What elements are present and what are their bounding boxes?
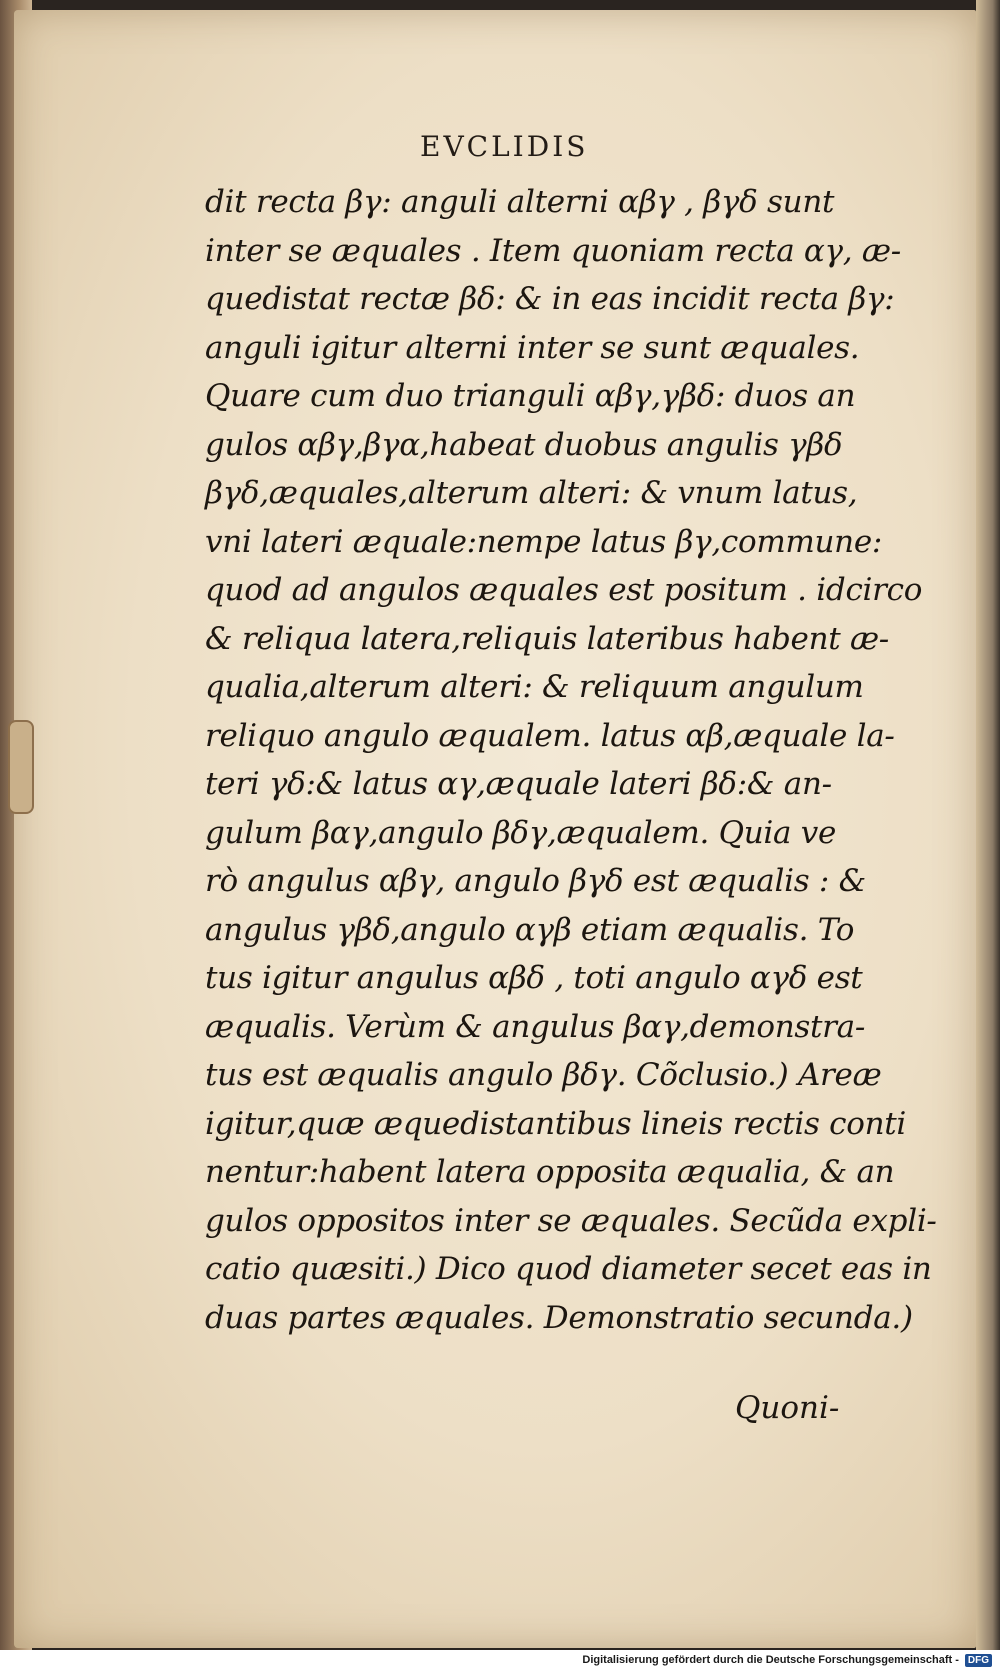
page-tab [8,720,34,814]
text-line: tus igitur angulus αβδ , toti angulo αγδ est [205,960,863,996]
text-line: qualia,alterum alteri: & reliquum angulum [205,669,864,705]
funding-credit: Digitalisierung gefördert durch die Deutsche Forschungsgemeinschaft - [582,1654,959,1666]
text-line: igitur,quæ æquedistantibus lineis rectis conti [205,1105,907,1142]
text-line: catio quæsiti.) Dico quod diameter secet eas in [205,1251,932,1287]
text-line: vni lateri æquale:nempe latus βγ,commune: [205,523,883,560]
text-line: & reliqua latera,reliquis lateribus habent æ- [205,620,889,657]
text-line: tus est æqualis angulo βδγ. Cõclusio.) Areæ [205,1057,882,1093]
text-line: quedistat rectæ βδ: & in eas incidit recta βγ: [205,281,895,317]
text-line: duas partes æquales. Demonstratio secunda.) [205,1299,913,1336]
running-head: EVCLIDIS [420,130,589,163]
body-text [205,178,937,1342]
text-line: nentur:habent latera opposita æqualia, & an [205,1154,895,1190]
text-line: βγδ,æquales,alterum alteri: & vnum latus, [205,475,858,511]
footer-bar [0,1650,1000,1670]
text-line: gulos oppositos inter se æquales. Secũda expli- [205,1202,937,1239]
text-line: æqualis. Verùm & angulus βαγ,demonstra- [205,1008,866,1045]
text-line: anguli igitur alterni inter se sunt æquales. [205,329,860,366]
text-line: gulos αβγ,βγα,habeat duobus angulis γβδ [205,426,843,463]
text-line: rò angulus αβγ, angulo βγδ est æqualis : & [205,863,866,899]
text-line: teri γδ:& latus αγ,æquale lateri βδ:& an- [205,766,832,802]
catchword: Quoni- [735,1390,840,1426]
text-line: dit recta βγ: anguli alterni αβγ , βγδ sunt [205,184,835,220]
text-line: reliquo angulo æqualem. latus αβ,æquale la- [205,717,895,754]
text-line: gulum βαγ,angulo βδγ,æqualem. Quia ve [205,814,837,851]
right-page-edge [976,0,1000,1650]
text-line: inter se æquales . Item quoniam recta αγ, æ- [205,232,901,269]
text-line: angulus γβδ,angulo αγβ etiam æqualis. To [205,911,855,948]
dfg-logo: DFG [965,1654,992,1667]
text-line: quod ad angulos æquales est positum . idcirco [205,572,923,608]
text-line: Quare cum duo trianguli αβγ,γβδ: duos an [205,378,856,414]
